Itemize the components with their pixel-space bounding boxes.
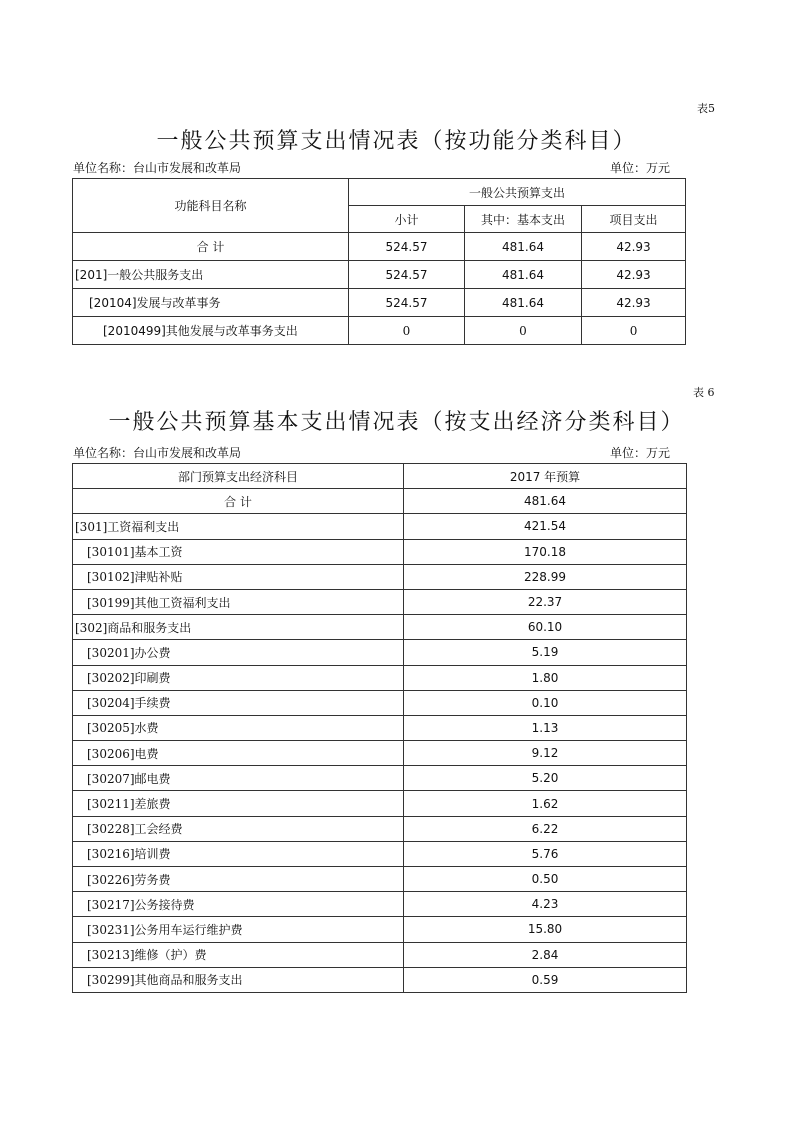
row-name: [30231]公务用车运行维护费 — [73, 917, 404, 942]
table5-unit-name: 单位名称：台山市发展和改革局 — [73, 161, 242, 175]
table6 — [72, 463, 687, 993]
row-name: [30226]劳务费 — [73, 867, 404, 892]
row-value: 228.99 — [404, 564, 687, 589]
table6-title: 一般公共预算基本支出情况表（按支出经济分类科目） — [108, 410, 685, 435]
table-row — [73, 867, 687, 892]
table5-header-group: 一般公共预算支出 — [349, 179, 686, 206]
row-value: 0.10 — [404, 690, 687, 715]
table5-title: 一般公共预算支出情况表（按功能分类科目） — [156, 129, 637, 154]
table-row — [73, 816, 687, 841]
row-value: 481.64 — [404, 489, 687, 514]
row-value: 0.50 — [404, 867, 687, 892]
row-project: 0 — [582, 317, 686, 345]
row-value: 1.13 — [404, 715, 687, 740]
row-subtotal: 524.57 — [349, 289, 465, 317]
table-row — [73, 233, 686, 261]
row-name: [30211]差旅费 — [73, 791, 404, 816]
row-name: [30205]水费 — [73, 715, 404, 740]
table-row — [73, 841, 687, 866]
table-row — [73, 715, 687, 740]
row-name: [30206]电费 — [73, 741, 404, 766]
table6-header-value: 2017 年预算 — [404, 464, 687, 489]
row-value: 60.10 — [404, 615, 687, 640]
row-name: [201]一般公共服务支出 — [73, 261, 349, 289]
table-row — [73, 514, 687, 539]
table-row — [73, 665, 687, 690]
row-value: 4.23 — [404, 892, 687, 917]
table-row — [73, 917, 687, 942]
row-value: 0.59 — [404, 967, 687, 992]
row-project: 42.93 — [582, 261, 686, 289]
row-project: 42.93 — [582, 233, 686, 261]
table-row — [73, 967, 687, 992]
table5-header-basic: 其中：基本支出 — [465, 206, 582, 233]
row-name: [30101]基本工资 — [73, 539, 404, 564]
table6-tag: 表 6 — [693, 386, 715, 399]
table-row — [73, 489, 687, 514]
row-basic: 0 — [465, 317, 582, 345]
table5-header-project: 项目支出 — [582, 206, 686, 233]
row-subtotal: 0 — [349, 317, 465, 345]
row-value: 15.80 — [404, 917, 687, 942]
row-basic: 481.64 — [465, 289, 582, 317]
row-name: [2010499]其他发展与改革事务支出 — [73, 317, 349, 345]
row-name: [30102]津贴补贴 — [73, 564, 404, 589]
table5-unit: 单位：万元 — [610, 161, 671, 175]
row-subtotal: 524.57 — [349, 233, 465, 261]
row-value: 5.76 — [404, 841, 687, 866]
row-value: 1.62 — [404, 791, 687, 816]
table6-unit-name: 单位名称：台山市发展和改革局 — [73, 446, 242, 460]
row-name: 合 计 — [73, 233, 349, 261]
row-value: 22.37 — [404, 589, 687, 614]
row-name: 合 计 — [73, 489, 404, 514]
table-row — [73, 539, 687, 564]
row-value: 2.84 — [404, 942, 687, 967]
row-value: 1.80 — [404, 665, 687, 690]
table-row — [73, 289, 686, 317]
table-row — [73, 640, 687, 665]
row-name: [30228]工会经费 — [73, 816, 404, 841]
table-row — [73, 942, 687, 967]
table-row — [73, 564, 687, 589]
table-row — [73, 791, 687, 816]
table6-header-name: 部门预算支出经济科目 — [73, 464, 404, 489]
row-basic: 481.64 — [465, 261, 582, 289]
row-value: 6.22 — [404, 816, 687, 841]
row-name: [20104]发展与改革事务 — [73, 289, 349, 317]
row-name: [30202]印刷费 — [73, 665, 404, 690]
table-row — [73, 892, 687, 917]
table6-unit: 单位：万元 — [610, 446, 671, 460]
row-name: [30217]公务接待费 — [73, 892, 404, 917]
row-name: [30199]其他工资福利支出 — [73, 589, 404, 614]
row-name: [30213]维修（护）费 — [73, 942, 404, 967]
row-name: [301]工资福利支出 — [73, 514, 404, 539]
table-row — [73, 690, 687, 715]
row-project: 42.93 — [582, 289, 686, 317]
row-value: 170.18 — [404, 539, 687, 564]
row-name: [30216]培训费 — [73, 841, 404, 866]
table-row — [73, 741, 687, 766]
row-subtotal: 524.57 — [349, 261, 465, 289]
row-name: [30299]其他商品和服务支出 — [73, 967, 404, 992]
table-row — [73, 261, 686, 289]
row-value: 9.12 — [404, 741, 687, 766]
table-row — [73, 615, 687, 640]
row-name: [30204]手续费 — [73, 690, 404, 715]
table-row — [73, 589, 687, 614]
table5 — [72, 178, 686, 345]
row-name: [30201]办公费 — [73, 640, 404, 665]
table5-header-subtotal: 小计 — [349, 206, 465, 233]
table-row — [73, 766, 687, 791]
row-name: [30207]邮电费 — [73, 766, 404, 791]
row-value: 421.54 — [404, 514, 687, 539]
table5-header-name: 功能科目名称 — [73, 179, 349, 233]
row-basic: 481.64 — [465, 233, 582, 261]
row-name: [302]商品和服务支出 — [73, 615, 404, 640]
table5-tag: 表5 — [697, 102, 715, 115]
row-value: 5.19 — [404, 640, 687, 665]
row-value: 5.20 — [404, 766, 687, 791]
table-row — [73, 317, 686, 345]
